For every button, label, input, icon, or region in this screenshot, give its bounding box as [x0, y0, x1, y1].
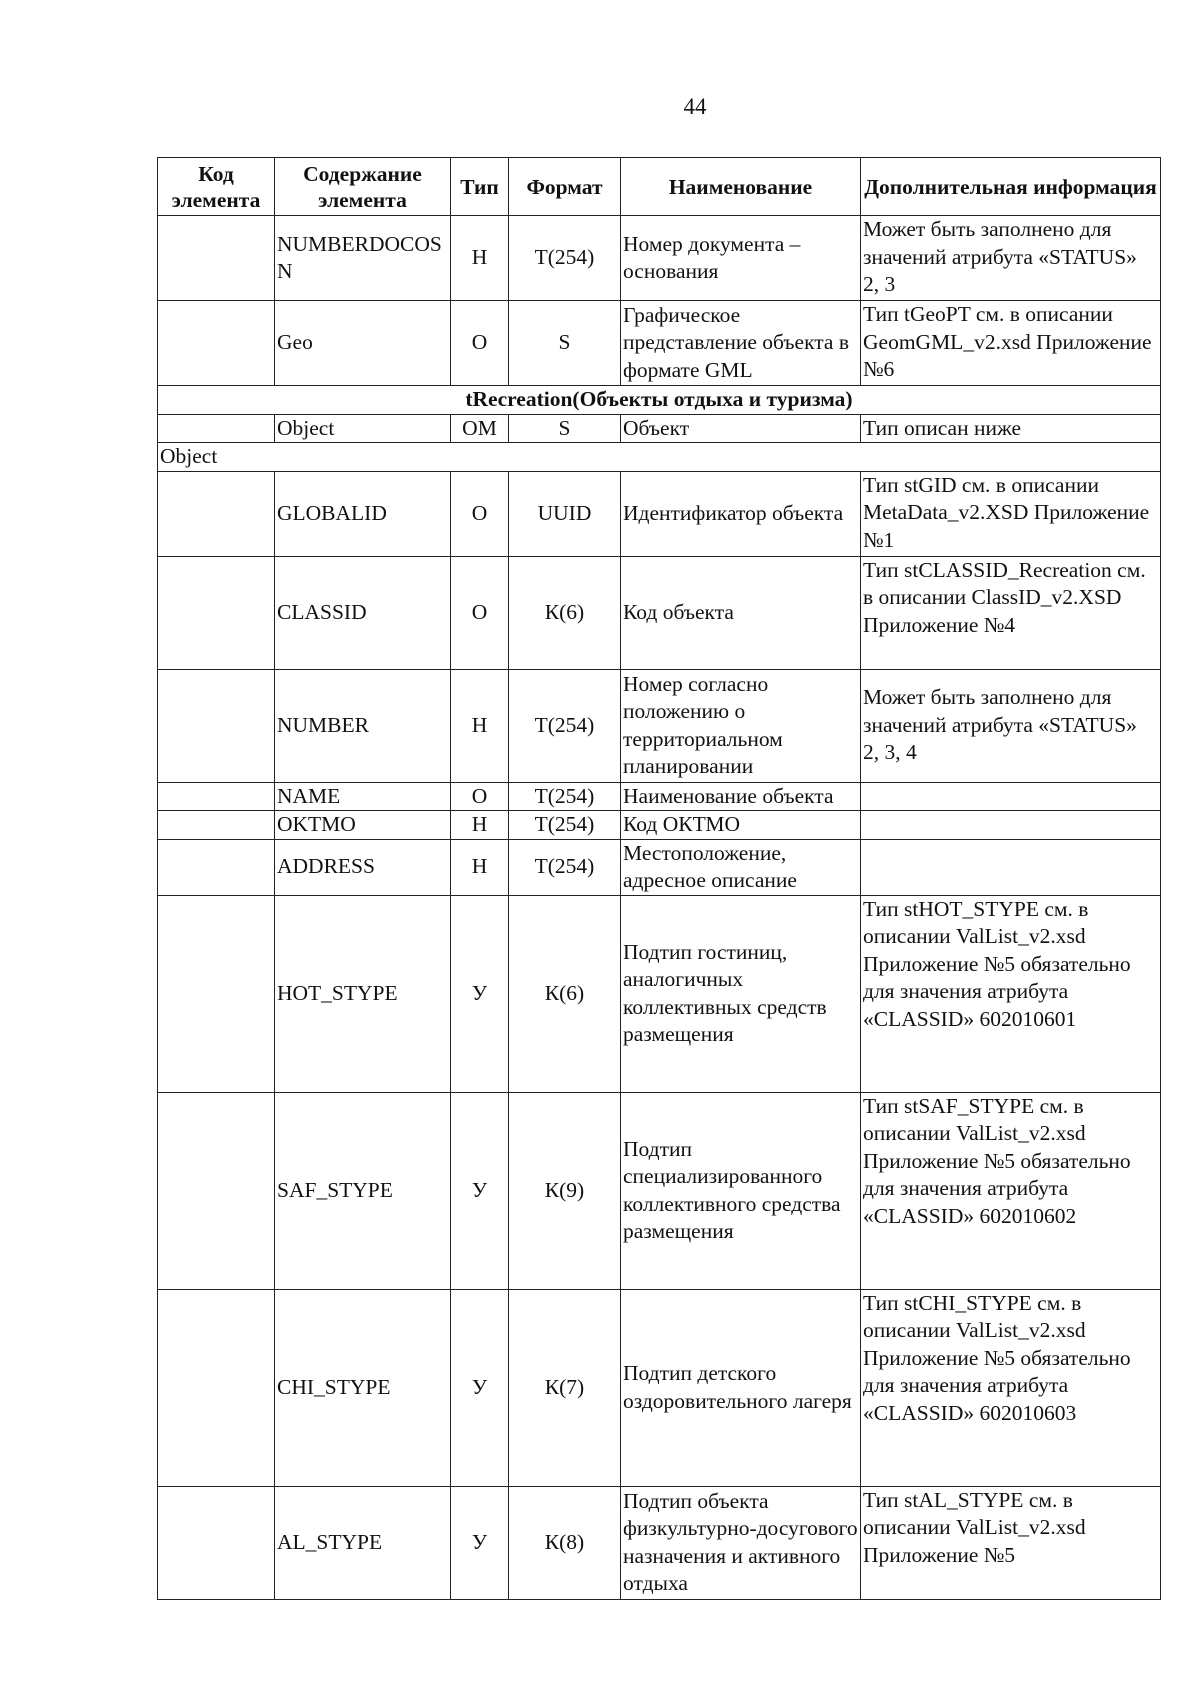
cell-element: HOT_STYPE — [275, 895, 451, 1092]
cell-info — [861, 811, 1161, 840]
cell-type: Н — [451, 811, 509, 840]
cell-code — [158, 1092, 275, 1289]
table-row — [158, 556, 1161, 669]
cell-element: OKTMO — [275, 811, 451, 840]
cell-code — [158, 414, 275, 443]
cell-type: Н — [451, 669, 509, 782]
cell-info: Тип stGID см. в описании MetaData_v2.XSD Приложение №1 — [861, 471, 1161, 556]
cell-format: К(6) — [509, 556, 621, 669]
header-row — [158, 158, 1161, 216]
cell-name: Подтип гостиниц, аналогичных коллективных средств размещения — [621, 895, 861, 1092]
cell-code — [158, 1486, 275, 1599]
cell-info — [861, 839, 1161, 895]
cell-info: Может быть заполнено для значений атрибута «STATUS» 2, 3 — [861, 216, 1161, 301]
cell-element: GLOBALID — [275, 471, 451, 556]
cell-info: Тип описан ниже — [861, 414, 1161, 443]
page-number: 44 — [683, 94, 707, 119]
cell-info: Тип tGeoPT см. в описании GeomGML_v2.xsd Приложение №6 — [861, 301, 1161, 386]
table-row — [158, 782, 1161, 811]
cell-code — [158, 811, 275, 840]
cell-code — [158, 669, 275, 782]
cell-element: NUMBERDOCOSN — [275, 216, 451, 301]
cell-name: Код объекта — [621, 556, 861, 669]
table-row — [158, 301, 1161, 386]
table-row — [158, 669, 1161, 782]
cell-element: NUMBER — [275, 669, 451, 782]
header-type: Тип — [451, 158, 509, 216]
cell-code — [158, 301, 275, 386]
cell-name: Подтип объекта физкультурно-досугового назначения и активного отдыха — [621, 1486, 861, 1599]
cell-element: CHI_STYPE — [275, 1289, 451, 1486]
table-row — [158, 811, 1161, 840]
cell-info: Тип stHOT_STYPE см. в описании ValList_v2.xsd Приложение №5 обязательно для значения атрибута «CLASSID» 602010601 — [861, 895, 1161, 1092]
cell-format: S — [509, 301, 621, 386]
header-name: Наименование — [621, 158, 861, 216]
table-row — [158, 1486, 1161, 1599]
cell-element: CLASSID — [275, 556, 451, 669]
cell-type: У — [451, 895, 509, 1092]
cell-name: Код ОКТМО — [621, 811, 861, 840]
cell-format: К(8) — [509, 1486, 621, 1599]
cell-name: Местоположение, адресное описание — [621, 839, 861, 895]
cell-code — [158, 895, 275, 1092]
type-label: Object — [158, 443, 1161, 472]
cell-name: Номер согласно положению о территориальном планировании — [621, 669, 861, 782]
cell-info: Тип stAL_STYPE см. в описании ValList_v2.xsd Приложение №5 — [861, 1486, 1161, 1599]
table-row — [158, 895, 1161, 1092]
cell-format: К(6) — [509, 895, 621, 1092]
cell-info: Тип stCHI_STYPE см. в описании ValList_v2.xsd Приложение №5 обязательно для значения атрибута «CLASSID» 602010603 — [861, 1289, 1161, 1486]
type-label-row — [158, 443, 1161, 472]
header-format: Формат — [509, 158, 621, 216]
cell-name: Графическое представление объекта в формате GML — [621, 301, 861, 386]
table-row — [158, 414, 1161, 443]
cell-info: Тип stCLASSID_Recreation см. в описании ClassID_v2.XSD Приложение №4 — [861, 556, 1161, 669]
cell-element: Geo — [275, 301, 451, 386]
header-code: Код элемента — [158, 158, 275, 216]
cell-format: Т(254) — [509, 669, 621, 782]
cell-format: Т(254) — [509, 839, 621, 895]
cell-code — [158, 839, 275, 895]
cell-format: S — [509, 414, 621, 443]
cell-type: У — [451, 1289, 509, 1486]
cell-code — [158, 471, 275, 556]
cell-element: AL_STYPE — [275, 1486, 451, 1599]
cell-info: Может быть заполнено для значений атрибута «STATUS» 2, 3, 4 — [861, 669, 1161, 782]
cell-name: Подтип детского оздоровительного лагеря — [621, 1289, 861, 1486]
cell-format: К(9) — [509, 1092, 621, 1289]
cell-code — [158, 216, 275, 301]
cell-format: Т(254) — [509, 811, 621, 840]
specification-table — [157, 157, 1161, 1600]
header-info: Дополнительная информация — [861, 158, 1161, 216]
table-row — [158, 839, 1161, 895]
cell-type: О — [451, 556, 509, 669]
cell-element: Object — [275, 414, 451, 443]
table-row — [158, 216, 1161, 301]
section-title: tRecreation(Объекты отдыха и туризма) — [158, 386, 1161, 415]
table-row — [158, 1092, 1161, 1289]
cell-format: К(7) — [509, 1289, 621, 1486]
cell-info — [861, 782, 1161, 811]
cell-type: ОМ — [451, 414, 509, 443]
cell-name: Наименование объекта — [621, 782, 861, 811]
cell-format: Т(254) — [509, 216, 621, 301]
cell-type: У — [451, 1092, 509, 1289]
cell-type: О — [451, 471, 509, 556]
cell-element: SAF_STYPE — [275, 1092, 451, 1289]
cell-code — [158, 1289, 275, 1486]
cell-code — [158, 556, 275, 669]
cell-name: Объект — [621, 414, 861, 443]
cell-code — [158, 782, 275, 811]
cell-element: NAME — [275, 782, 451, 811]
cell-info: Тип stSAF_STYPE см. в описании ValList_v2.xsd Приложение №5 обязательно для значения атрибута «CLASSID» 602010602 — [861, 1092, 1161, 1289]
cell-name: Подтип специализированного коллективного средства размещения — [621, 1092, 861, 1289]
cell-type: О — [451, 301, 509, 386]
cell-type: Н — [451, 216, 509, 301]
table-row — [158, 1289, 1161, 1486]
cell-type: Н — [451, 839, 509, 895]
header-element: Содержание элемента — [275, 158, 451, 216]
cell-type: О — [451, 782, 509, 811]
table-row — [158, 471, 1161, 556]
cell-name: Идентификатор объекта — [621, 471, 861, 556]
section-row — [158, 386, 1161, 415]
cell-name: Номер документа – основания — [621, 216, 861, 301]
cell-format: Т(254) — [509, 782, 621, 811]
cell-format: UUID — [509, 471, 621, 556]
cell-element: ADDRESS — [275, 839, 451, 895]
cell-type: У — [451, 1486, 509, 1599]
